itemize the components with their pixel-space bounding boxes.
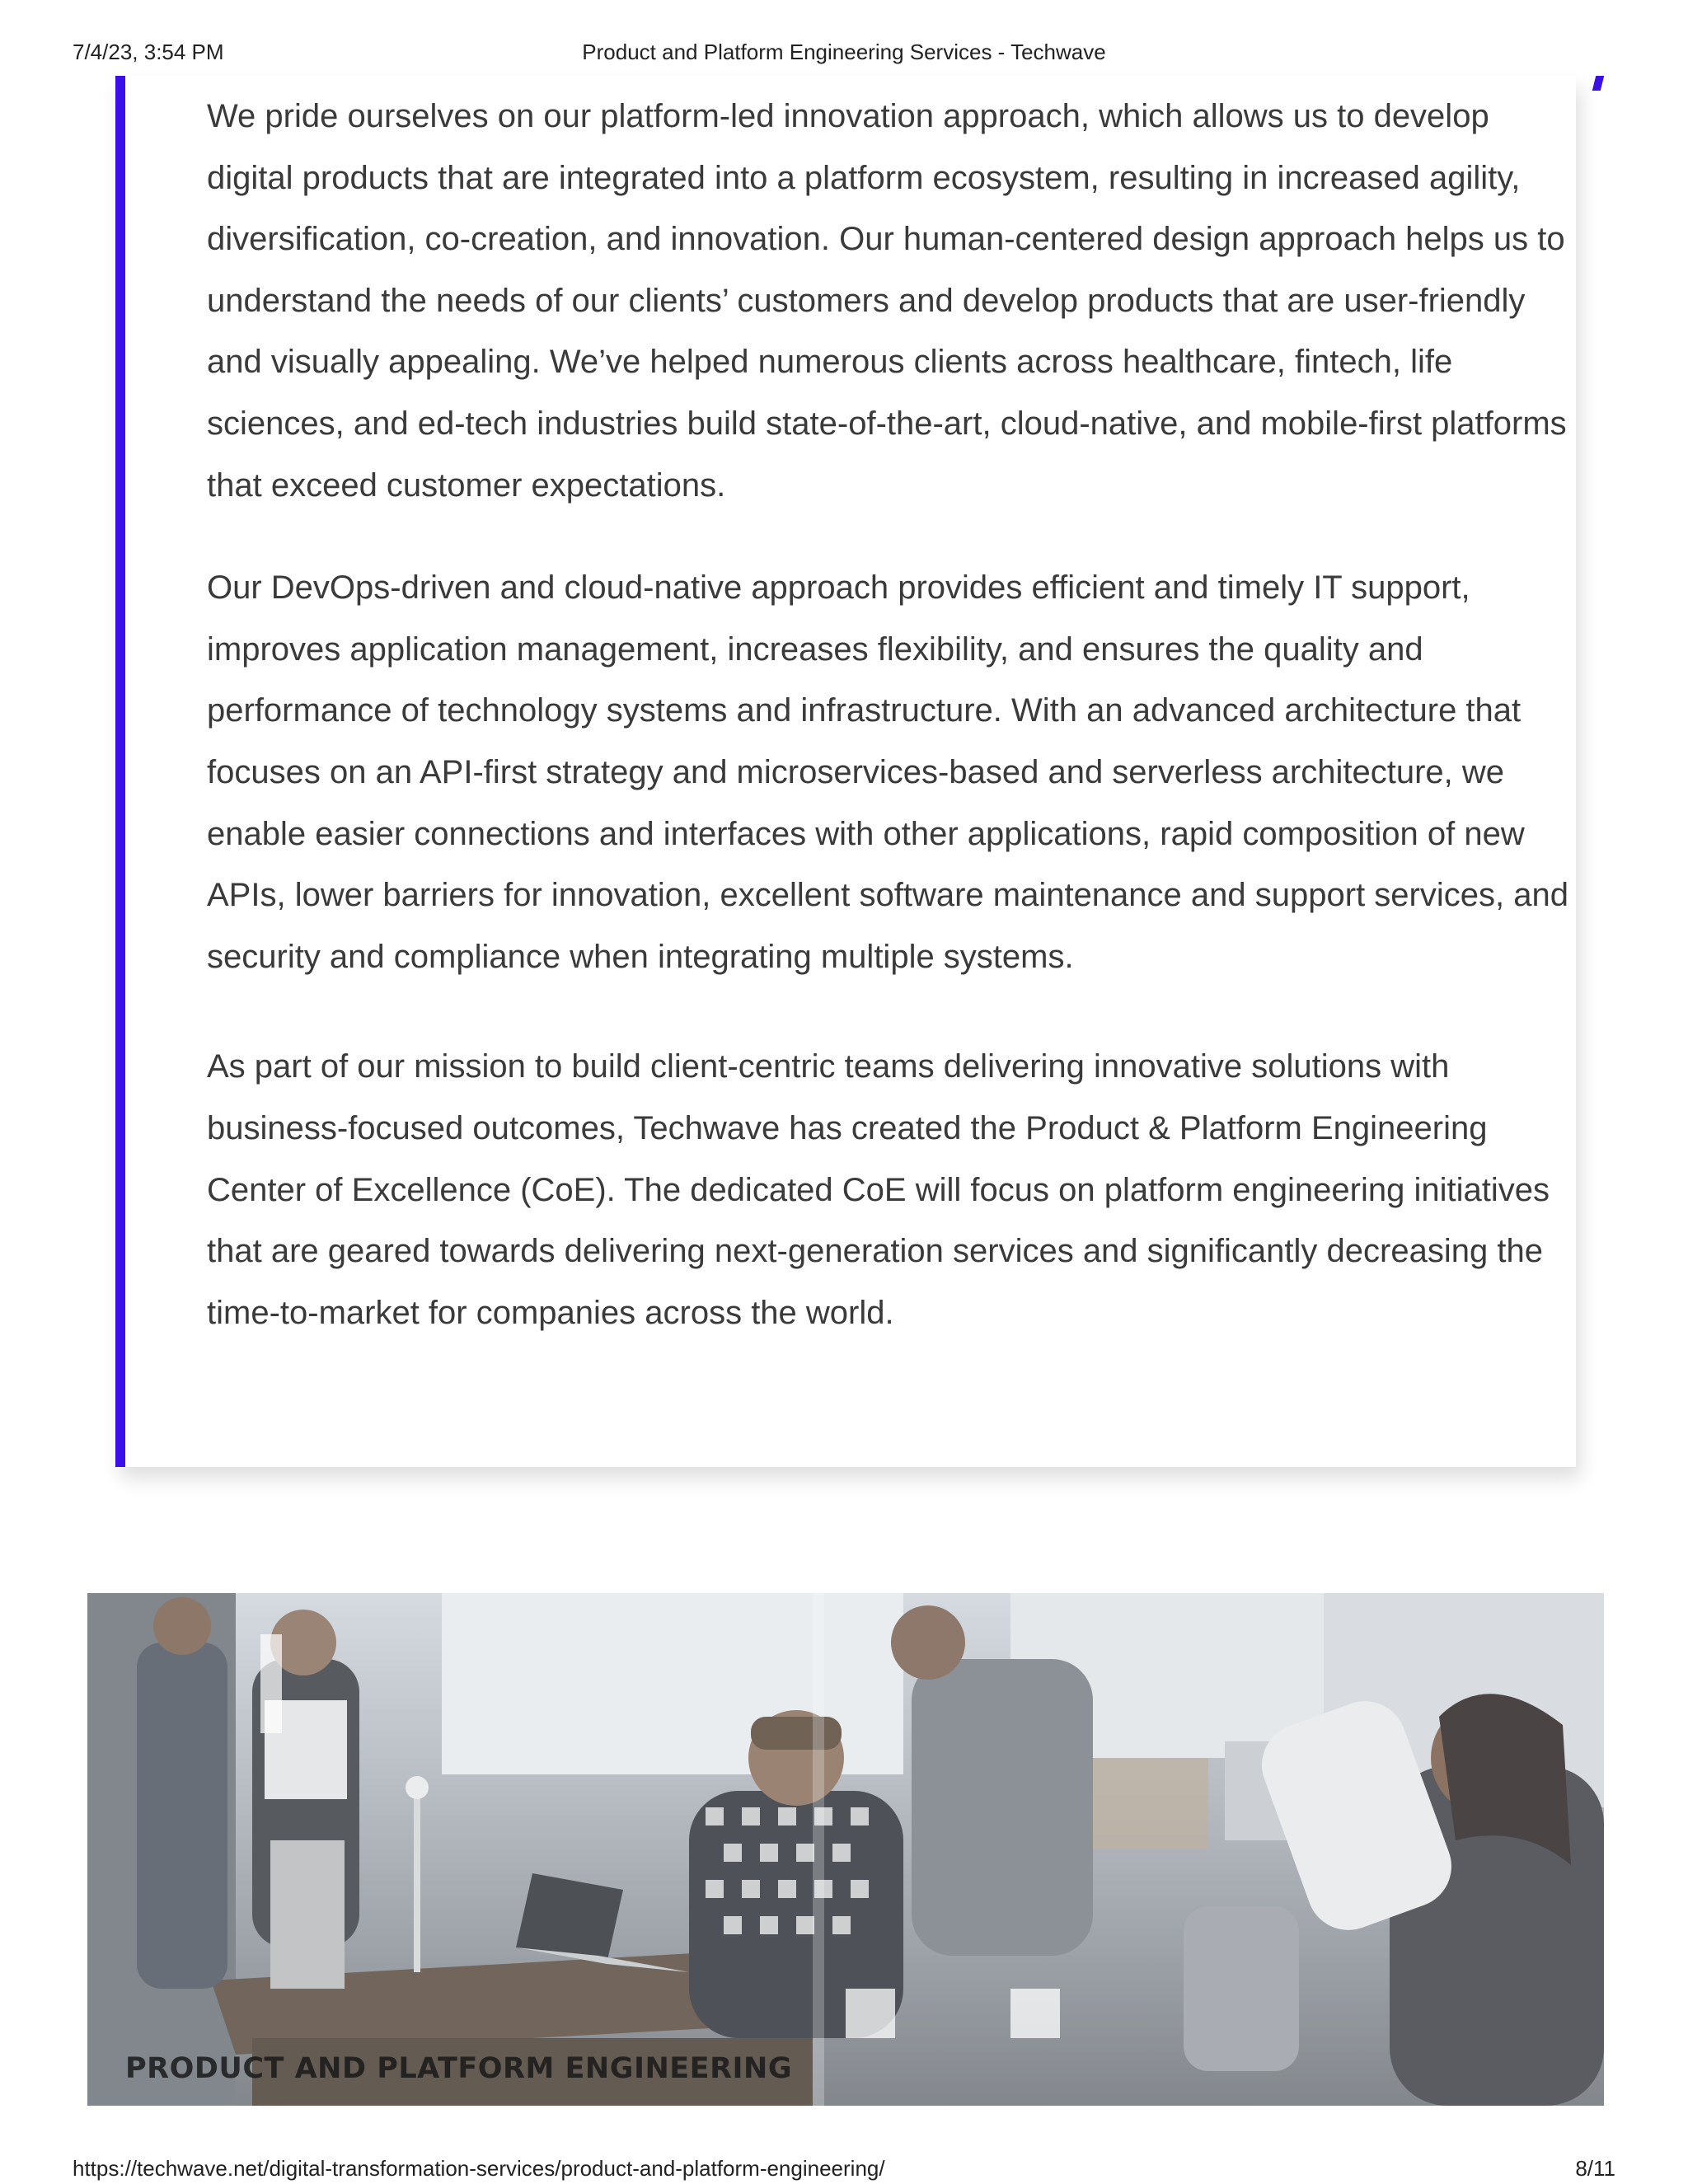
paragraph-platform-innovation: We pride ourselves on our platform-led innovation approach, which allows us to develop digital products that are integrated into a platform ecosystem, resulting in increased agility, diversification, co-creation, and innovation. Our human-centered design approach helps us to understand the needs of our clients’ customers and develop products that are user-friendly and visually appealing. We’ve helped numerous clients across healthcare, fintech, life sciences, and ed-tech industries build state-of-the-art, cloud-native, and mobile-first platforms that exceed customer expectations. bbox=[207, 98, 1567, 504]
print-footer bbox=[0, 2156, 1688, 2184]
card-accent-bar bbox=[115, 76, 125, 1467]
banner-title: PRODUCT AND PLATFORM ENGINEERING bbox=[125, 2052, 793, 2085]
print-date: 7/4/23, 3:54 PM bbox=[73, 40, 224, 64]
paragraph-devops: Our DevOps-driven and cloud-native approach provides efficient and timely IT support, improves application management, increases flexibility, and ensures the quality and performance of technology systems and infrastructure. With an advanced architecture that focuses on an API-first strategy and microservices-based and serverless architecture, we enable easier connections and interfaces with other applications, rapid composition of new APIs, lower barriers for innovation, excellent software maintenance and support services, and security and compliance when integrating multiple systems. bbox=[207, 569, 1568, 975]
office-photo-illustration bbox=[87, 1593, 1604, 2106]
print-url: https://techwave.net/digital-transformation-services/product-and-platform-engineering/ bbox=[73, 2156, 885, 2181]
card-body bbox=[207, 86, 1575, 1385]
banner-image bbox=[87, 1593, 1604, 2106]
paragraph-coe: As part of our mission to build client-centric teams delivering innovative solutions with business-focused outcomes, Techwave has created the Product & Platform Engineering Center of Excellence (CoE). The dedicated CoE will focus on platform engineering initiatives that are geared towards delivering next-generation services and significantly decreasing the time-to-market for companies across the world. bbox=[207, 1048, 1550, 1331]
page-number: 8/11 bbox=[1575, 2156, 1615, 2181]
content-card bbox=[115, 76, 1576, 1467]
corner-accent bbox=[1592, 76, 1604, 91]
print-header bbox=[0, 40, 1688, 73]
print-page-title: Product and Platform Engineering Services - Techwave bbox=[582, 40, 1106, 64]
